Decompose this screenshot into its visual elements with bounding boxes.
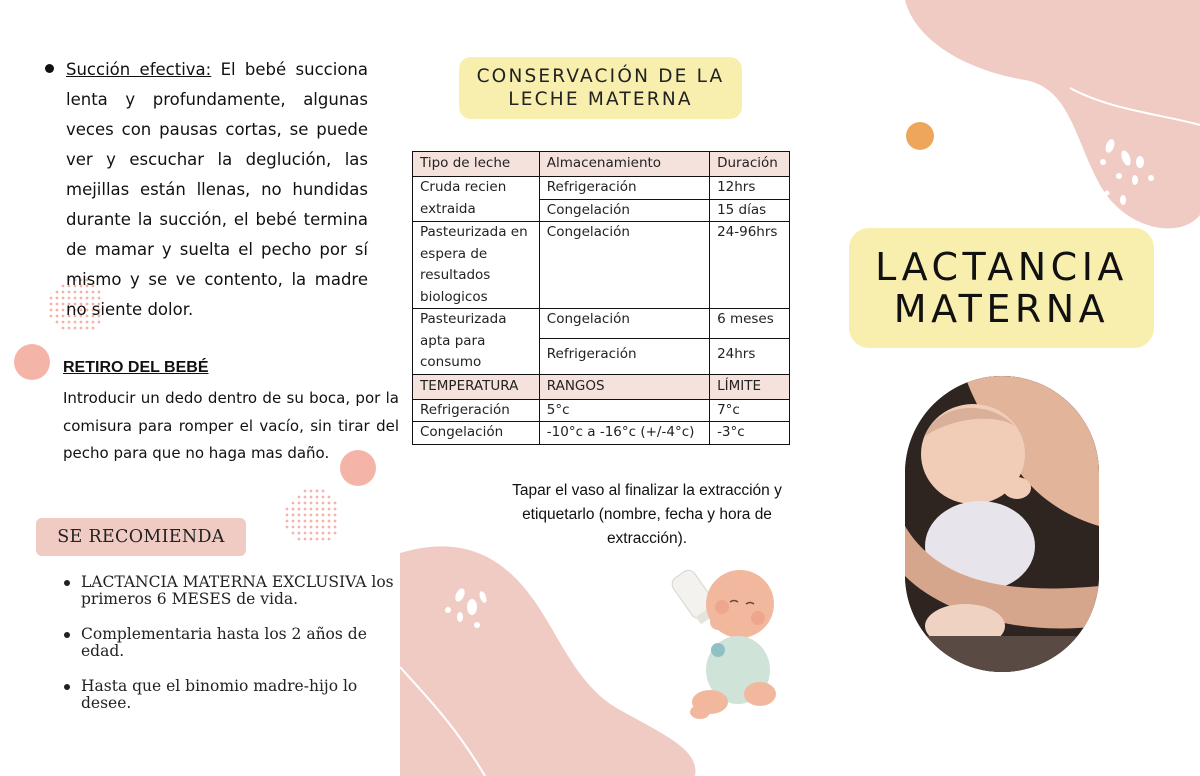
succion-lead: Succión efectiva:: [66, 60, 212, 79]
recomienda-title: SE RECOMIENDA: [36, 518, 246, 556]
list-item: LACTANCIA MATERNA EXCLUSIVA los primeros 6 MESES de vida.: [64, 574, 394, 608]
orange-dot: [906, 122, 934, 150]
conservacion-title: [459, 57, 742, 119]
table-cell: Refrigeración: [539, 339, 709, 375]
lactancia-title-line2: MATERNA: [893, 287, 1110, 331]
table-header: TEMPERATURA: [413, 374, 540, 399]
table-cell: 5°c: [539, 399, 709, 422]
table-header: Almacenamiento: [539, 152, 709, 177]
table-cell: 24-96hrs: [710, 222, 790, 309]
bullet-icon: [64, 632, 70, 638]
table-header: RANGOS: [539, 374, 709, 399]
table-cell: -3°c: [710, 422, 790, 445]
table-cell: Congelación: [539, 199, 709, 222]
conservation-table: [412, 151, 790, 445]
lactancia-title-line1: LACTANCIA: [875, 245, 1128, 289]
table-row: [413, 309, 790, 339]
recomienda-list: [64, 574, 394, 730]
list-item: Complementaria hasta los 2 años de edad.: [64, 626, 394, 660]
conservacion-title-line2: LECHE MATERNA: [508, 89, 693, 110]
table-cell: Congelación: [413, 422, 540, 445]
conservacion-title-line1: CONSERVACIÓN DE LA: [476, 66, 725, 87]
table-cell: Refrigeración: [539, 177, 709, 200]
table-cell: 7°c: [710, 399, 790, 422]
table-row: [413, 399, 790, 422]
table-cell: 15 días: [710, 199, 790, 222]
bullet-icon: [64, 580, 70, 586]
extraction-note: Tapar el vaso al finalizar la extracción y etiquetarlo (nombre, fecha y hora de extracción).: [512, 482, 782, 547]
top-right-blob: [895, 0, 1200, 240]
table-cell: -10°c a -16°c (+/-4°c): [539, 422, 709, 445]
table-cell: Pasteurizada apta para consumo: [413, 309, 540, 375]
left-panel: [0, 0, 400, 776]
table-cell: 12hrs: [710, 177, 790, 200]
table-header: Tipo de leche: [413, 152, 540, 177]
succion-efectiva-text: [66, 55, 368, 325]
table-header-row: [413, 152, 790, 177]
table-cell: Refrigeración: [413, 399, 540, 422]
breastfeeding-photo: [905, 376, 1099, 672]
succion-body: El bebé succiona lenta y profundamente, algunas veces con pausas cortas, se puede ver y escuchar la deglución, las mejillas están llenas, no hundidas durante la succión, el bebé termina de mamar y suelta el pecho por sí mismo y se ve contento, la madre no siente dolor.: [66, 60, 368, 319]
table-row: [413, 222, 790, 309]
bullet-icon: [64, 684, 70, 690]
bullet-icon: [45, 64, 54, 73]
bottom-middle-blob: [400, 545, 700, 776]
table-cell: Cruda recien extraida: [413, 177, 540, 222]
table-cell: Pasteurizada en espera de resultados biologicos: [413, 222, 540, 309]
table-row: [413, 422, 790, 445]
retiro-title: RETIRO DEL BEBÉ: [63, 359, 209, 376]
table-header: LÍMITE: [710, 374, 790, 399]
table-header-row: [413, 374, 790, 399]
baby-bottle-illustration: [660, 562, 790, 732]
table-cell: 6 meses: [710, 309, 790, 339]
table-row: [413, 177, 790, 200]
list-item: Hasta que el binomio madre-hijo lo desee.: [64, 678, 394, 712]
table-header: Duración: [710, 152, 790, 177]
retiro-body: Introducir un dedo dentro de su boca, por la comisura para romper el vacío, sin tirar del pecho para que no haga mas daño.: [63, 389, 399, 462]
table-cell: Congelación: [539, 222, 709, 309]
table-cell: 24hrs: [710, 339, 790, 375]
table-cell: Congelación: [539, 309, 709, 339]
lactancia-title: [849, 228, 1154, 348]
